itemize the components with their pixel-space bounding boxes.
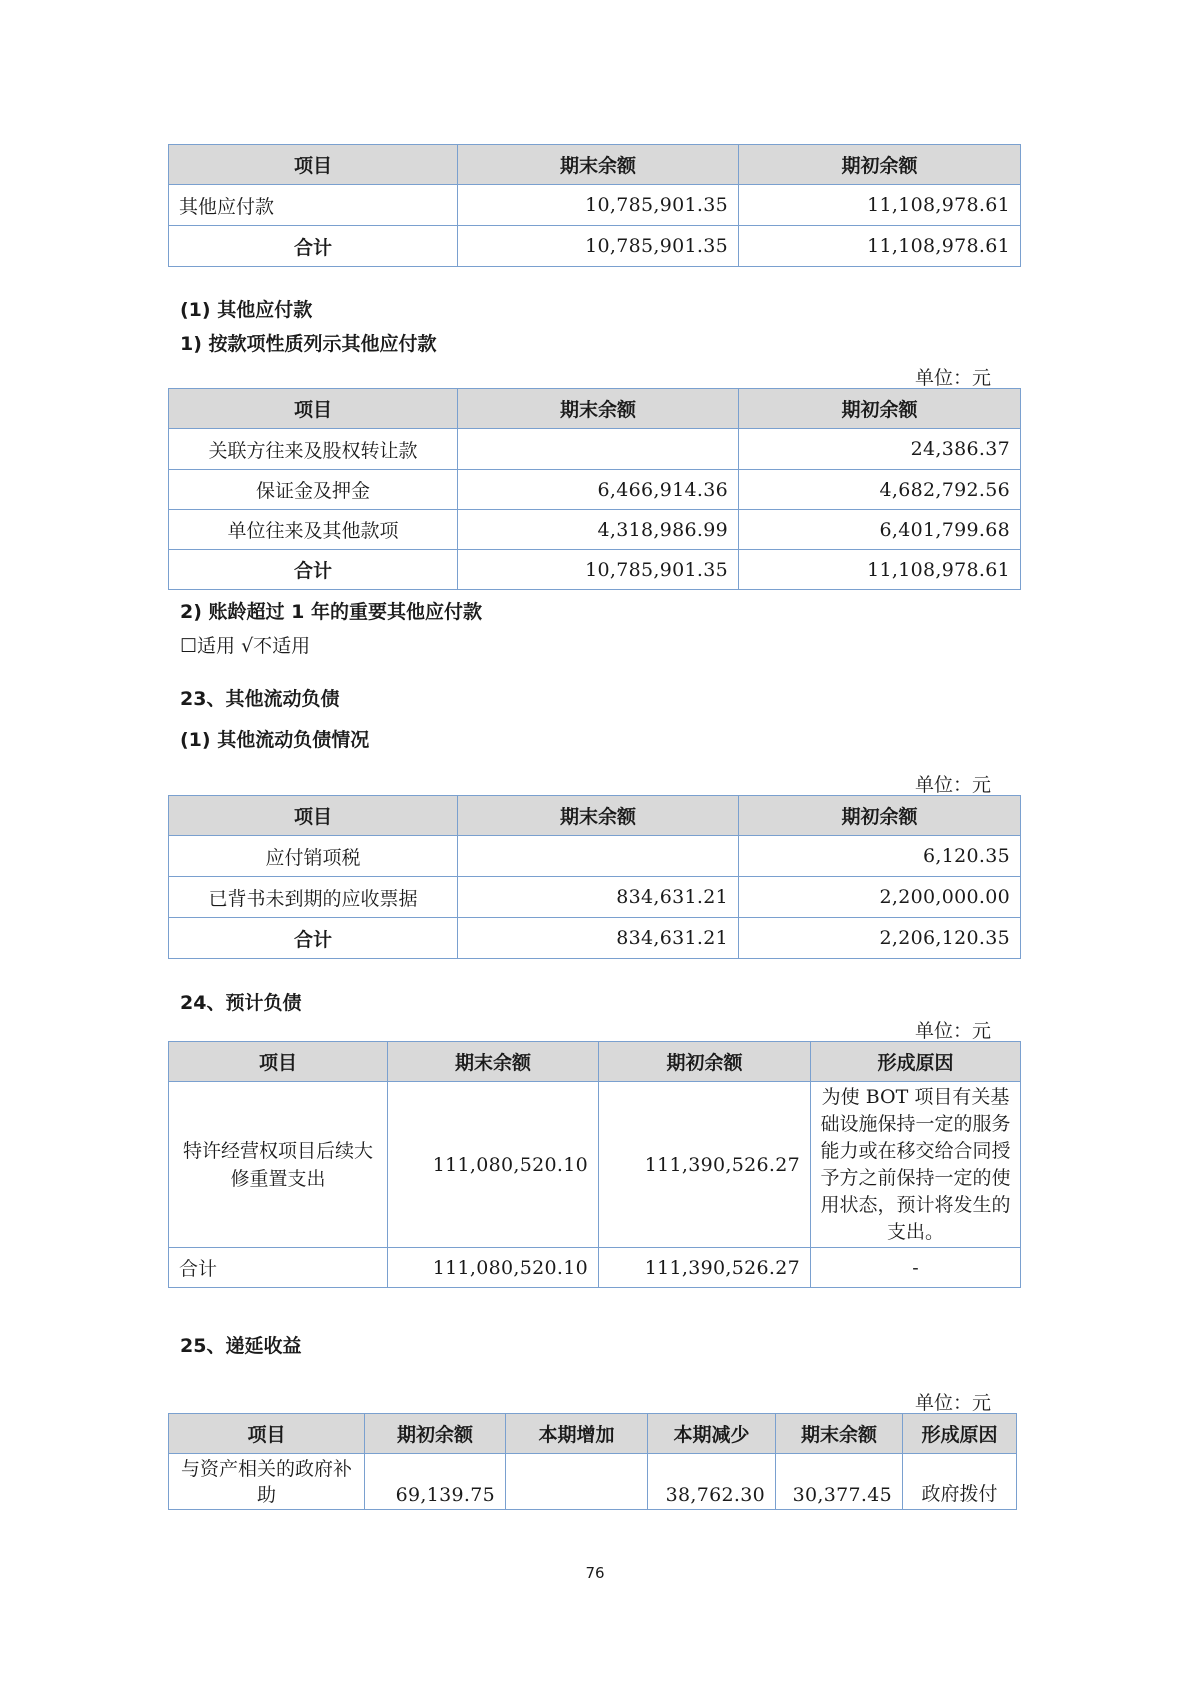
applicability-note: ☐适用 √不适用	[180, 635, 311, 657]
section-heading: 23、其他流动负债	[180, 688, 340, 710]
section-heading: 25、递延收益	[180, 1335, 302, 1357]
section-heading: 24、预计负债	[180, 992, 302, 1014]
table-row-total: 合计 10,785,901.35 11,108,978.61	[169, 550, 1021, 590]
table-row: 其他应付款 10,785,901.35 11,108,978.61	[169, 185, 1021, 226]
col-header: 期初余额	[365, 1414, 506, 1454]
table-row: 已背书未到期的应收票据 834,631.21 2,200,000.00	[169, 877, 1021, 918]
col-header: 形成原因	[811, 1042, 1021, 1082]
col-header: 期末余额	[776, 1414, 903, 1454]
col-header: 期末余额	[388, 1042, 599, 1082]
table-other-payables-summary	[168, 144, 1021, 267]
section-heading: (1) 其他应付款	[180, 299, 313, 321]
col-header: 期末余额	[458, 796, 739, 836]
unit-label: 单位：元	[914, 367, 991, 389]
table-row: 单位往来及其他款项 4,318,986.99 6,401,799.68	[169, 510, 1021, 550]
col-header: 形成原因	[903, 1414, 1017, 1454]
table-row: 特许经营权项目后续大修重置支出 111,080,520.10 111,390,526.27 为使 BOT 项目有关基础设施保持一定的服务能力或在移交给合同授予方之前保持一定的使用状态，预计将发生的支出。	[169, 1082, 1021, 1248]
col-header: 本期减少	[648, 1414, 776, 1454]
page-number: 76	[585, 1564, 605, 1582]
table-provisions	[168, 1041, 1021, 1288]
table-row: 关联方往来及股权转让款 24,386.37	[169, 429, 1021, 470]
col-header: 期初余额	[599, 1042, 811, 1082]
table-payables-by-nature	[168, 388, 1021, 590]
col-header: 期初余额	[739, 145, 1021, 185]
table-other-current-liabilities	[168, 795, 1021, 959]
section-subheading: (1) 其他流动负债情况	[180, 729, 370, 751]
unit-label: 单位：元	[914, 1392, 991, 1414]
col-header: 项目	[169, 145, 458, 185]
table-row-total: 合计 10,785,901.35 11,108,978.61	[169, 226, 1021, 267]
unit-label: 单位：元	[914, 1020, 991, 1042]
col-header: 期末余额	[458, 389, 739, 429]
table-row: 与资产相关的政府补助 69,139.75 38,762.30 30,377.45 政府拨付	[169, 1454, 1017, 1510]
table-row-total: 合计 111,080,520.10 111,390,526.27 -	[169, 1248, 1021, 1288]
table-row: 应付销项税 6,120.35	[169, 836, 1021, 877]
unit-label: 单位：元	[914, 774, 991, 796]
col-header: 期初余额	[739, 796, 1021, 836]
col-header: 项目	[169, 389, 458, 429]
table-row: 保证金及押金 6,466,914.36 4,682,792.56	[169, 470, 1021, 510]
col-header: 本期增加	[506, 1414, 648, 1454]
col-header: 期末余额	[458, 145, 739, 185]
section-subheading: 2) 账龄超过 1 年的重要其他应付款	[180, 601, 482, 623]
table-row-total: 合计 834,631.21 2,206,120.35	[169, 918, 1021, 959]
col-header: 期初余额	[739, 389, 1021, 429]
table-deferred-income	[168, 1413, 1017, 1510]
col-header: 项目	[169, 1414, 365, 1454]
col-header: 项目	[169, 796, 458, 836]
col-header: 项目	[169, 1042, 388, 1082]
section-subheading: 1) 按款项性质列示其他应付款	[180, 333, 437, 355]
